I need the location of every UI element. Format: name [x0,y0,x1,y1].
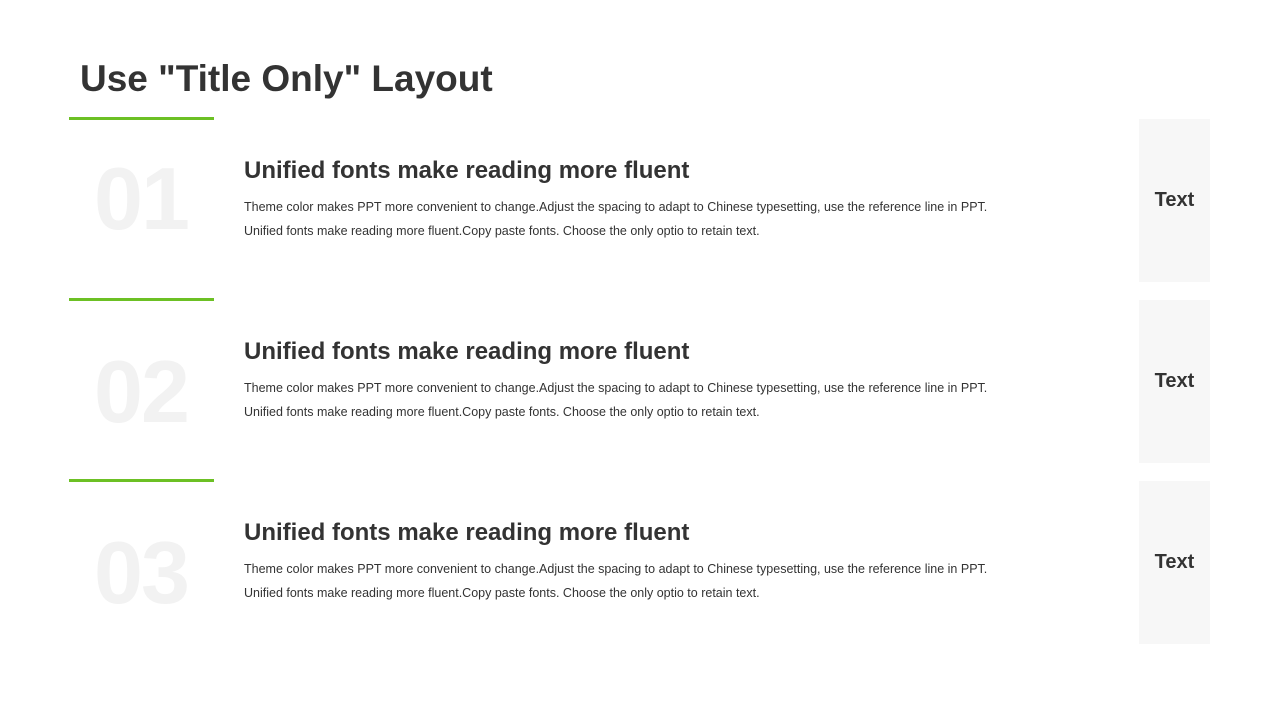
item-number: 03 [94,523,188,622]
slide-title: Use "Title Only" Layout [80,58,493,99]
item-body-line: Unified fonts make reading more fluent.Copy paste fonts. Choose the only optio to retain text. [244,405,760,419]
item-body [244,376,1044,424]
item-heading: Unified fonts make reading more fluent [244,519,690,546]
side-text-box: Text [1139,300,1210,463]
accent-line [69,479,214,482]
list-item-1 [0,117,1280,280]
side-text-box: Text [1139,481,1210,644]
item-heading: Unified fonts make reading more fluent [244,338,690,365]
item-body-line: Unified fonts make reading more fluent.Copy paste fonts. Choose the only optio to retain text. [244,224,760,238]
item-body-line: Unified fonts make reading more fluent.Copy paste fonts. Choose the only optio to retain text. [244,586,760,600]
item-number: 02 [94,342,188,441]
list-item-3 [0,479,1280,642]
item-number: 01 [94,149,188,248]
item-heading: Unified fonts make reading more fluent [244,157,690,184]
item-body-line: Theme color makes PPT more convenient to change.Adjust the spacing to adapt to Chinese typesetting, use the reference line in PPT. [244,562,988,576]
accent-line [69,298,214,301]
item-body-line: Theme color makes PPT more convenient to change.Adjust the spacing to adapt to Chinese typesetting, use the reference line in PPT. [244,381,988,395]
item-body [244,195,1044,243]
side-text-box: Text [1139,119,1210,282]
list-item-2 [0,298,1280,461]
accent-line [69,117,214,120]
item-body-line: Theme color makes PPT more convenient to change.Adjust the spacing to adapt to Chinese typesetting, use the reference line in PPT. [244,200,988,214]
item-body [244,557,1044,605]
